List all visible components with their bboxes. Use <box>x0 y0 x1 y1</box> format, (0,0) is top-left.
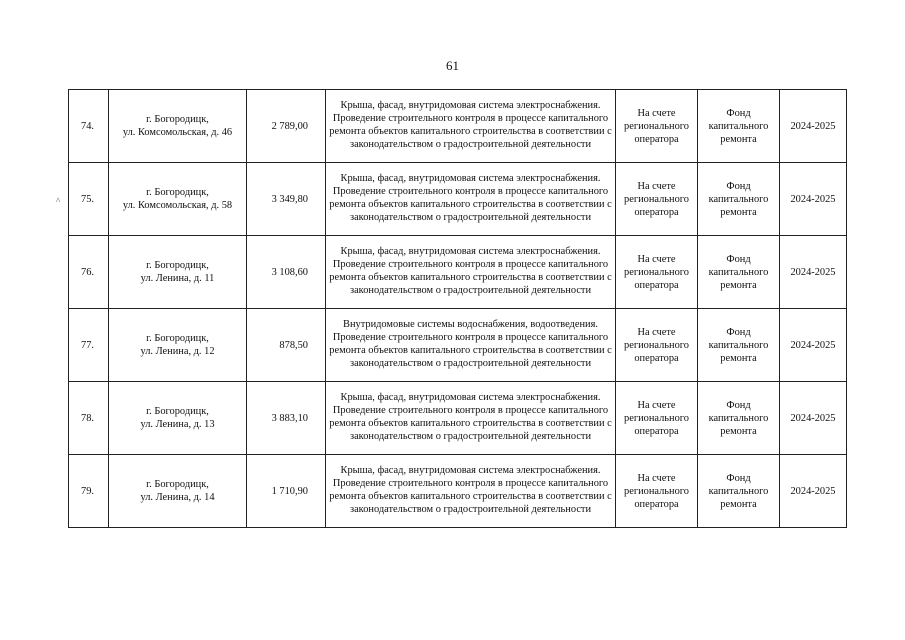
margin-mark: ^ <box>56 196 61 206</box>
address-city: г. Богородицк, <box>146 187 209 198</box>
area-cell: 3 349,80 <box>247 163 326 236</box>
fund-cell: Фонд капитального ремонта <box>698 382 780 455</box>
address-city: г. Богородицк, <box>146 260 209 271</box>
account-cell: На счете регионального оператора <box>616 309 698 382</box>
account-cell: На счете регионального оператора <box>616 455 698 528</box>
area-cell: 878,50 <box>247 309 326 382</box>
row-number: 77. <box>69 309 109 382</box>
period-cell: 2024-2025 <box>780 455 847 528</box>
row-number: 78. <box>69 382 109 455</box>
table-row <box>69 163 847 236</box>
table-row <box>69 236 847 309</box>
address-city: г. Богородицк, <box>146 333 209 344</box>
address-cell <box>109 236 247 309</box>
row-number: 74. <box>69 90 109 163</box>
address-cell <box>109 163 247 236</box>
area-cell: 3 883,10 <box>247 382 326 455</box>
period-cell: 2024-2025 <box>780 309 847 382</box>
period-cell: 2024-2025 <box>780 236 847 309</box>
address-city: г. Богородицк, <box>146 114 209 125</box>
address-cell <box>109 382 247 455</box>
row-number: 75. <box>69 163 109 236</box>
area-cell: 2 789,00 <box>247 90 326 163</box>
repair-works-table <box>68 89 847 528</box>
works-cell <box>326 236 616 309</box>
address-city: г. Богородицк, <box>146 406 209 417</box>
area-cell: 3 108,60 <box>247 236 326 309</box>
fund-cell: Фонд капитального ремонта <box>698 236 780 309</box>
works-cell <box>326 90 616 163</box>
account-cell: На счете регионального оператора <box>616 90 698 163</box>
row-number: 76. <box>69 236 109 309</box>
address-cell <box>109 90 247 163</box>
address-street: ул. Ленина, д. 12 <box>140 346 215 357</box>
fund-cell: Фонд капитального ремонта <box>698 309 780 382</box>
works-text: Крыша, фасад, внутридомовая система электроснабжения. Проведение строительного контроля в процессе капитального ремонта объектов капитального строительства в соответствии с законодательством о градостроительной деятельности <box>329 392 612 442</box>
address-street: ул. Ленина, д. 14 <box>140 492 215 503</box>
works-text: Крыша, фасад, внутридомовая система электроснабжения. Проведение строительного контроля в процессе капитального ремонта объектов капитального строительства в соответствии с законодательством о градостроительной деятельности <box>329 246 612 296</box>
works-text: Крыша, фасад, внутридомовая система электроснабжения. Проведение строительного контроля в процессе капитального ремонта объектов капитального строительства в соответствии с законодательством о градостроительной деятельности <box>329 465 612 515</box>
works-text: Крыша, фасад, внутридомовая система электроснабжения. Проведение строительного контроля в процессе капитального ремонта объектов капитального строительства в соответствии с законодательством о градостроительной деятельности <box>329 173 612 223</box>
fund-cell: Фонд капитального ремонта <box>698 455 780 528</box>
works-text: Крыша, фасад, внутридомовая система электроснабжения. Проведение строительного контроля в процессе капитального ремонта объектов капитального строительства в соответствии с законодательством о градостроительной деятельности <box>329 100 612 150</box>
works-cell <box>326 309 616 382</box>
address-city: г. Богородицк, <box>146 479 209 490</box>
account-cell: На счете регионального оператора <box>616 236 698 309</box>
table-row <box>69 90 847 163</box>
area-cell: 1 710,90 <box>247 455 326 528</box>
table-row <box>69 382 847 455</box>
table-row <box>69 309 847 382</box>
fund-cell: Фонд капитального ремонта <box>698 90 780 163</box>
table-row <box>69 455 847 528</box>
works-cell <box>326 382 616 455</box>
address-cell <box>109 455 247 528</box>
works-text: Внутридомовые системы водоснабжения, водоотведения. Проведение строительного контроля в процессе капитального ремонта объектов капитального строительства в соответствии с законодательством о градостроительной деятельности <box>329 319 612 369</box>
address-cell <box>109 309 247 382</box>
row-number: 79. <box>69 455 109 528</box>
works-cell <box>326 455 616 528</box>
account-cell: На счете регионального оператора <box>616 163 698 236</box>
table-body <box>69 90 847 528</box>
address-street: ул. Ленина, д. 13 <box>140 419 215 430</box>
period-cell: 2024-2025 <box>780 382 847 455</box>
page-number: 61 <box>446 58 459 73</box>
fund-cell: Фонд капитального ремонта <box>698 163 780 236</box>
account-cell: На счете регионального оператора <box>616 382 698 455</box>
period-cell: 2024-2025 <box>780 163 847 236</box>
period-cell: 2024-2025 <box>780 90 847 163</box>
address-street: ул. Ленина, д. 11 <box>140 273 215 284</box>
address-street: ул. Комсомольская, д. 46 <box>122 127 233 138</box>
works-cell <box>326 163 616 236</box>
address-street: ул. Комсомольская, д. 58 <box>122 200 233 211</box>
